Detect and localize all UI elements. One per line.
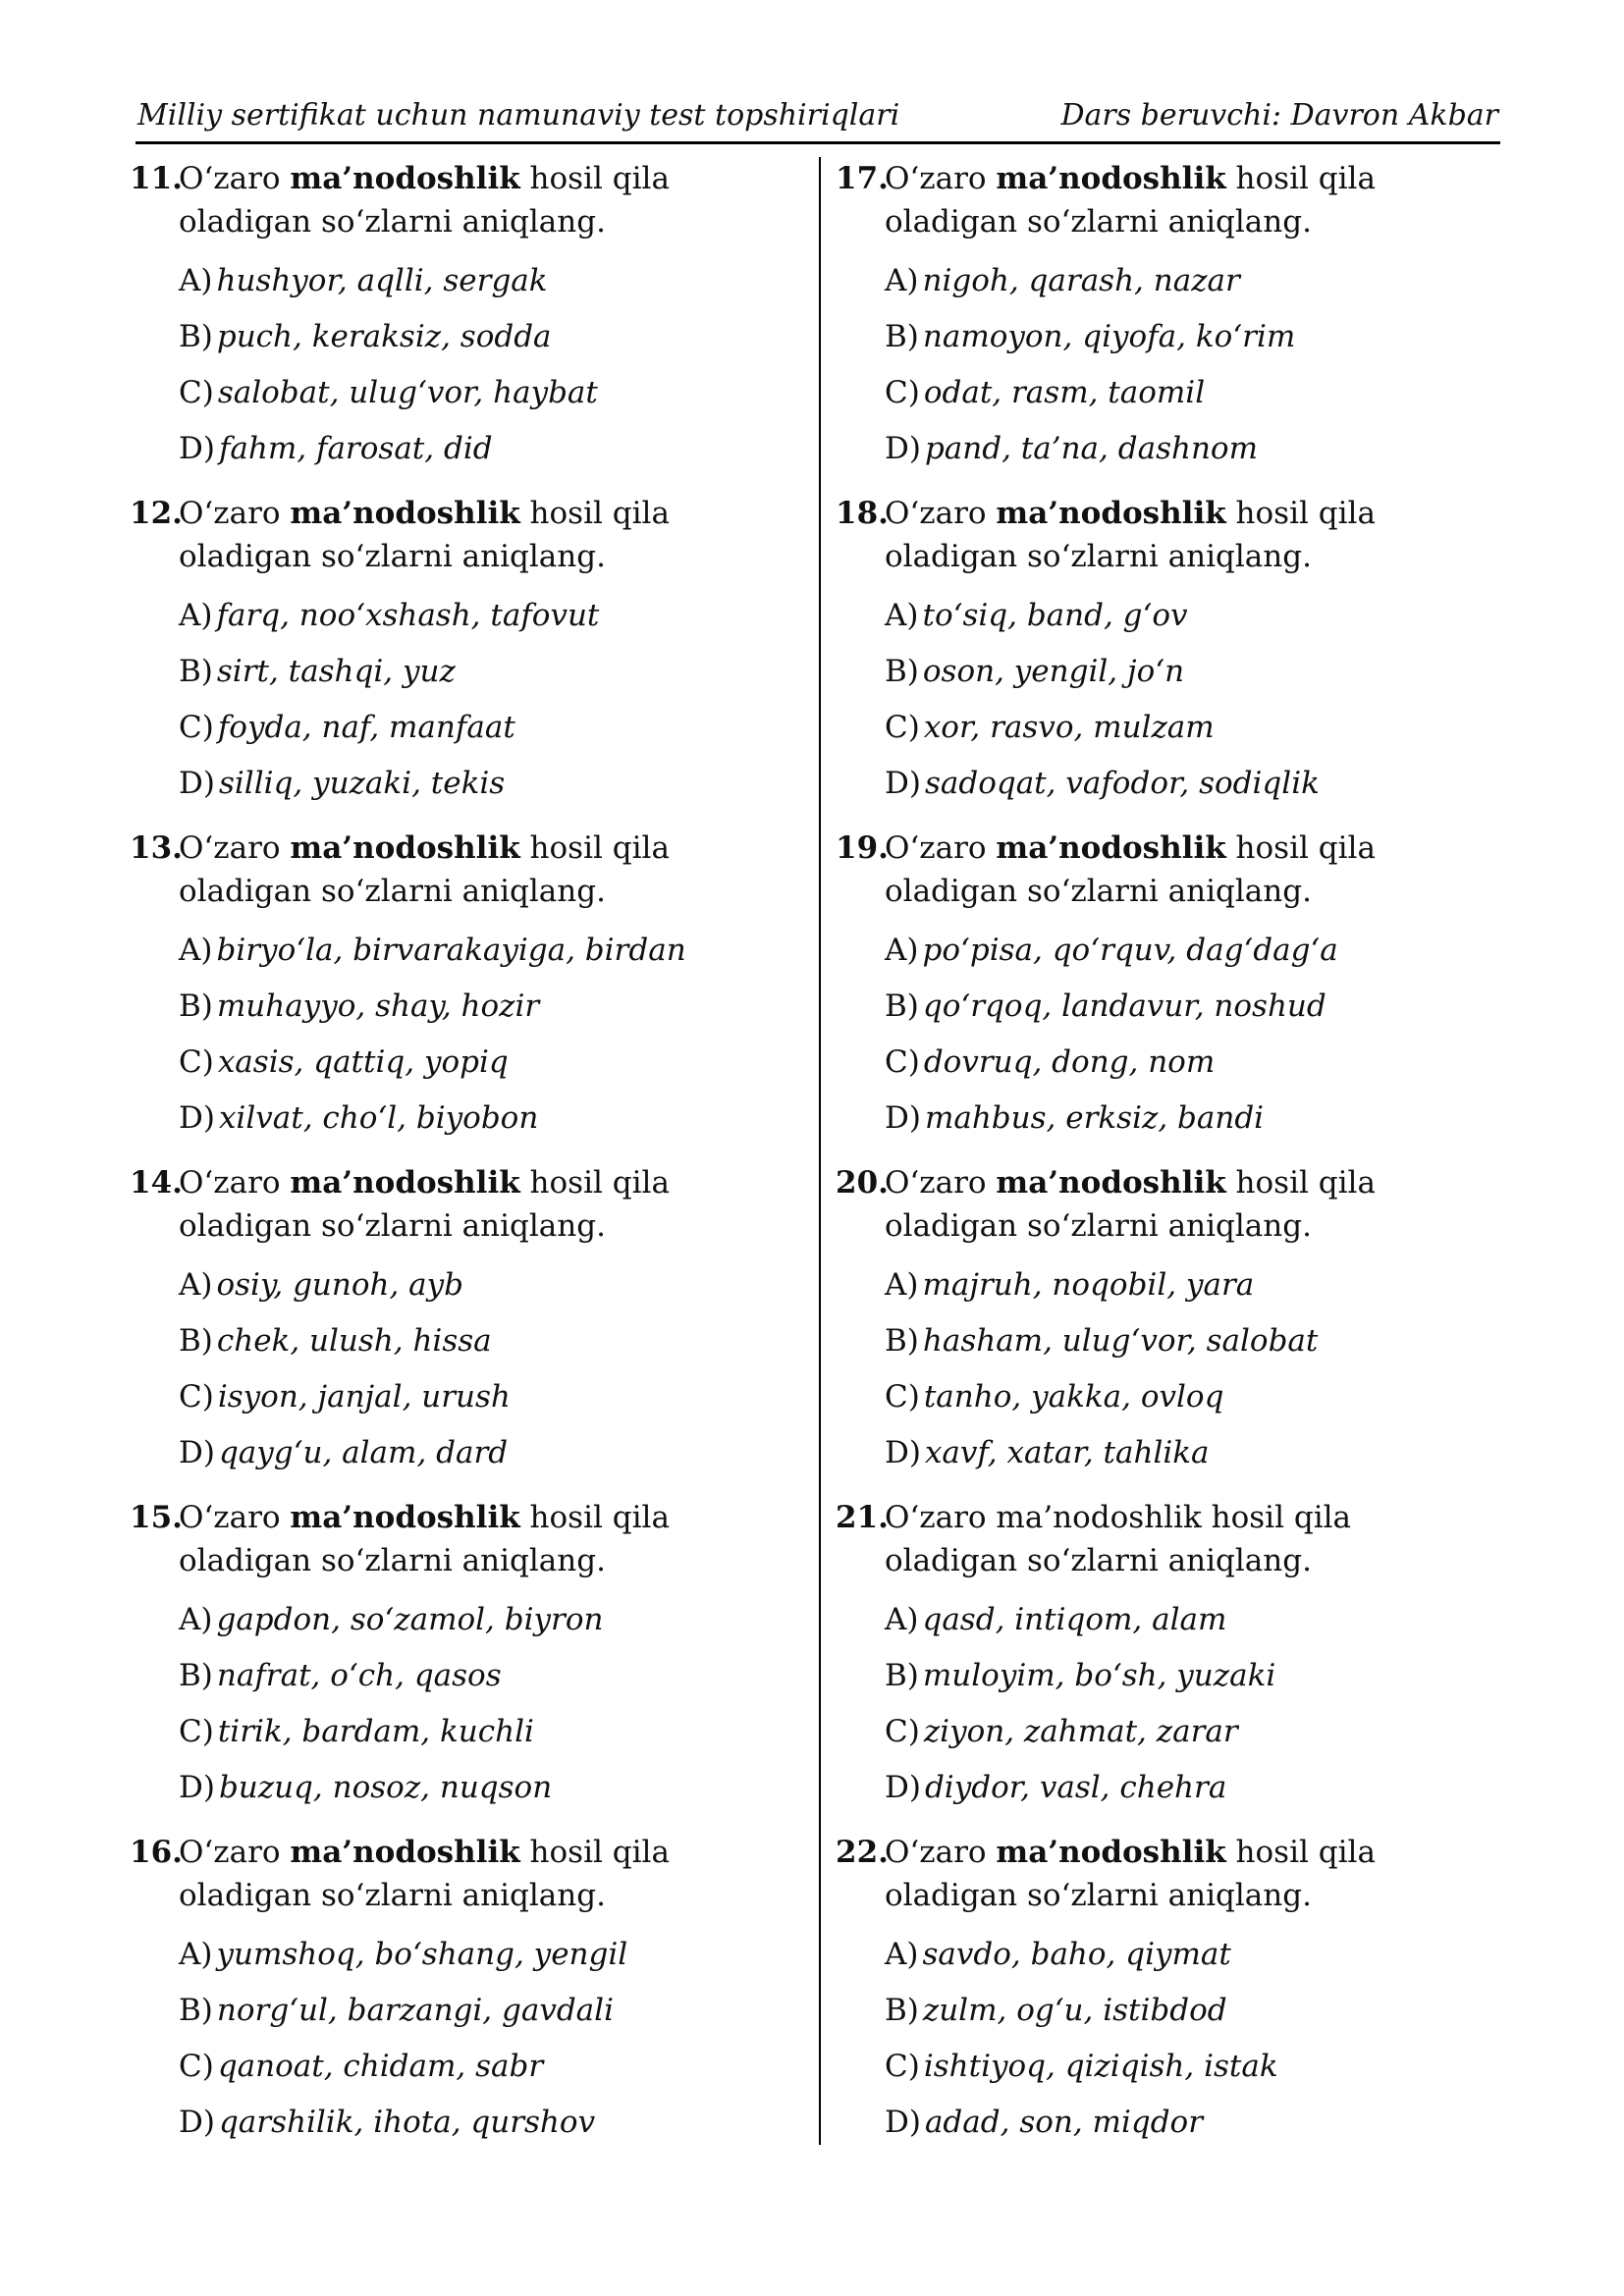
answer-option	[179, 1096, 686, 1152]
answer-option	[885, 762, 1320, 818]
question-text-post: hosil qila oladigan so‘zlarni aniqlang.	[179, 1165, 670, 1244]
answer-option	[179, 427, 598, 483]
option-text: ziyon, zahmat, zarar	[923, 1714, 1238, 1749]
option-text: tanho, yakka, ovloq	[923, 1379, 1224, 1415]
answer-option	[885, 929, 1338, 985]
option-text: mahbus, erksiz, bandi	[924, 1100, 1265, 1136]
option-letter: A)	[885, 598, 919, 633]
option-letter: C)	[885, 710, 920, 745]
option-text: silliq, yuzaki, tekis	[218, 766, 506, 801]
option-text: dovruq, dong, nom	[923, 1044, 1216, 1080]
answer-option	[885, 1654, 1275, 1710]
answer-option	[179, 1263, 511, 1319]
question-keyword: ma’nodoshlik	[290, 1500, 520, 1535]
answer-options	[179, 1263, 511, 1487]
question-keyword: ma’nodoshlik	[996, 1835, 1226, 1870]
answer-option	[885, 1598, 1275, 1654]
question-text-pre: O‘zaro	[179, 161, 291, 196]
question-number: 11.	[130, 161, 183, 196]
question-text-pre: O‘zaro	[179, 1835, 291, 1870]
question-text-post: hosil qila oladigan so‘zlarni aniqlang.	[179, 1500, 670, 1578]
option-letter: A)	[179, 1267, 213, 1303]
question-text-pre: O‘zaro	[885, 1165, 997, 1201]
answer-option	[179, 1933, 627, 1989]
question-text-post: hosil qila oladigan so‘zlarni aniqlang.	[179, 1835, 670, 1913]
left-column	[130, 157, 778, 2165]
option-text: xilvat, cho‘l, biyobon	[218, 1100, 539, 1136]
question-keyword: ma’nodoshlik	[290, 496, 520, 531]
question-number: 12.	[130, 496, 183, 531]
question-text	[179, 157, 778, 243]
question-text	[885, 1496, 1484, 1582]
answer-option	[885, 315, 1295, 371]
option-letter: B)	[885, 654, 919, 689]
answer-options	[179, 1598, 603, 1822]
option-letter: A)	[885, 263, 919, 298]
answer-option	[885, 2101, 1278, 2157]
option-text: sadoqat, vafodor, sodiqlik	[924, 766, 1320, 801]
answer-option	[179, 1431, 511, 1487]
option-letter: D)	[179, 2105, 215, 2140]
option-letter: A)	[885, 1267, 919, 1303]
answer-option	[179, 594, 599, 650]
option-letter: D)	[179, 1435, 215, 1470]
option-letter: D)	[179, 1100, 215, 1136]
answer-options	[885, 594, 1320, 818]
question-item	[130, 492, 778, 827]
question-item	[836, 827, 1484, 1161]
option-letter: A)	[179, 263, 213, 298]
question-number: 13.	[130, 830, 183, 866]
question-number: 15.	[130, 1500, 183, 1535]
question-text-post: hosil qila oladigan so‘zlarni aniqlang.	[885, 161, 1376, 240]
question-number: 14.	[130, 1165, 183, 1201]
option-letter: B)	[179, 1658, 213, 1693]
option-text: salobat, ulug‘vor, haybat	[217, 375, 598, 410]
question-text	[179, 1496, 778, 1582]
option-text: ishtiyoq, qiziqish, istak	[923, 2049, 1278, 2084]
answer-option	[179, 1766, 603, 1822]
option-text: odat, rasm, taomil	[923, 375, 1206, 410]
option-letter: C)	[179, 2049, 214, 2084]
answer-option	[885, 706, 1320, 762]
option-text: zulm, og‘u, istibdod	[922, 1993, 1227, 2028]
question-text-post: hosil qila oladigan so‘zlarni aniqlang.	[885, 1835, 1376, 1913]
answer-option	[885, 2045, 1278, 2101]
answer-options	[179, 259, 598, 483]
option-text: muhayyo, shay, hozir	[216, 988, 540, 1024]
option-letter: B)	[885, 1658, 919, 1693]
option-letter: A)	[179, 1937, 213, 1972]
option-letter: A)	[179, 1602, 213, 1637]
question-item	[130, 157, 778, 492]
question-number: 18.	[836, 496, 889, 531]
answer-options	[179, 1933, 627, 2157]
question-item	[836, 492, 1484, 827]
answer-options	[885, 929, 1338, 1152]
option-letter: D)	[885, 1770, 921, 1805]
option-text: po‘pisa, qo‘rquv, dag‘dag‘a	[922, 933, 1338, 968]
option-letter: C)	[885, 1714, 920, 1749]
question-number: 17.	[836, 161, 889, 196]
option-letter: C)	[179, 375, 214, 410]
question-text	[885, 1831, 1484, 1917]
option-letter: A)	[885, 1602, 919, 1637]
option-letter: C)	[885, 1379, 920, 1415]
question-text-pre: O‘zaro	[179, 1165, 291, 1201]
option-text: pand, ta’na, dashnom	[924, 431, 1258, 466]
option-letter: D)	[885, 1100, 921, 1136]
option-text: sirt, tashqi, yuz	[216, 654, 456, 689]
question-text-post: hosil qila oladigan so‘zlarni aniqlang.	[885, 496, 1376, 574]
question-text-pre: O‘zaro	[885, 1835, 997, 1870]
question-text	[885, 827, 1484, 913]
answer-option	[179, 762, 599, 818]
answer-option	[885, 1766, 1275, 1822]
question-keyword: ma’nodoshlik	[290, 161, 520, 196]
question-text-post: hosil qila oladigan so‘zlarni aniqlang.	[179, 496, 670, 574]
question-item	[130, 1831, 778, 2165]
option-text: adad, son, miqdor	[924, 2105, 1204, 2140]
question-item	[130, 1161, 778, 1496]
option-letter: B)	[179, 654, 213, 689]
question-text	[179, 492, 778, 578]
option-letter: D)	[179, 766, 215, 801]
answer-option	[179, 706, 599, 762]
page-header	[135, 98, 1500, 144]
question-text	[179, 1161, 778, 1248]
option-text: farq, noo‘xshash, tafovut	[216, 598, 600, 633]
answer-option	[885, 1041, 1338, 1096]
question-number: 20.	[836, 1165, 889, 1201]
option-letter: B)	[885, 988, 919, 1024]
answer-option	[179, 2045, 627, 2101]
answer-option	[885, 1375, 1318, 1431]
option-text: xasis, qattiq, yopiq	[217, 1044, 509, 1080]
option-letter: A)	[885, 1937, 919, 1972]
option-text: foyda, naf, manfaat	[217, 710, 515, 745]
option-letter: B)	[179, 1323, 213, 1359]
answer-option	[179, 985, 686, 1041]
question-number: 16.	[130, 1835, 183, 1870]
option-text: muloyim, bo‘sh, yuzaki	[922, 1658, 1276, 1693]
answer-option	[179, 259, 598, 315]
option-letter: D)	[885, 431, 921, 466]
answer-options	[179, 929, 686, 1152]
question-number: 19.	[836, 830, 889, 866]
option-text: oson, yengil, jo‘n	[922, 654, 1185, 689]
answer-option	[885, 1989, 1278, 2045]
answer-option	[179, 1989, 627, 2045]
option-text: osiy, gunoh, ayb	[216, 1267, 464, 1303]
question-number: 21.	[836, 1500, 889, 1535]
question-keyword: ma’nodoshlik	[996, 496, 1226, 531]
column-divider	[819, 157, 821, 2145]
option-text: namoyon, qiyofa, ko‘rim	[922, 319, 1296, 354]
answer-option	[179, 1319, 511, 1375]
option-letter: A)	[179, 598, 213, 633]
option-letter: D)	[885, 766, 921, 801]
question-keyword: ma’nodoshlik	[290, 1165, 520, 1201]
answer-option	[885, 1263, 1318, 1319]
question-text-post: hosil qila oladigan so‘zlarni aniqlang.	[179, 161, 670, 240]
answer-option	[179, 1375, 511, 1431]
option-text: majruh, noqobil, yara	[922, 1267, 1255, 1303]
option-text: qo‘rqoq, landavur, noshud	[922, 988, 1326, 1024]
option-text: hasham, ulug‘vor, salobat	[922, 1323, 1319, 1359]
answer-options	[885, 1598, 1275, 1822]
option-text: qarshilik, ihota, qurshov	[218, 2105, 596, 2140]
answer-option	[885, 1431, 1318, 1487]
question-text	[885, 1161, 1484, 1248]
question-text	[179, 1831, 778, 1917]
answer-option	[885, 1710, 1275, 1766]
question-text-pre: O‘zaro	[179, 1500, 291, 1535]
option-letter: B)	[179, 319, 213, 354]
option-text: isyon, janjal, urush	[217, 1379, 511, 1415]
question-item	[836, 157, 1484, 492]
option-text: xor, rasvo, mulzam	[923, 710, 1215, 745]
question-keyword: ma’nodoshlik	[290, 830, 520, 866]
question-text	[179, 827, 778, 913]
option-letter: B)	[179, 1993, 213, 2028]
answer-option	[885, 650, 1320, 706]
answer-option	[885, 259, 1295, 315]
answer-option	[885, 371, 1295, 427]
option-text: puch, keraksiz, sodda	[216, 319, 552, 354]
option-text: qanoat, chidam, sabr	[217, 2049, 544, 2084]
option-text: xavf, xatar, tahlika	[924, 1435, 1210, 1470]
header-title: Milliy sertifikat uchun namunaviy test topshiriqlari	[137, 98, 900, 133]
question-keyword: ma’nodoshlik	[996, 1165, 1226, 1201]
option-letter: B)	[885, 319, 919, 354]
question-item	[130, 827, 778, 1161]
question-keyword: ma’nodoshlik	[996, 161, 1226, 196]
option-text: gapdon, so‘zamol, biyron	[216, 1602, 604, 1637]
option-letter: D)	[885, 1435, 921, 1470]
option-text: qasd, intiqom, alam	[922, 1602, 1227, 1637]
option-letter: B)	[179, 988, 213, 1024]
answer-options	[885, 1263, 1318, 1487]
answer-option	[885, 1933, 1278, 1989]
question-text-post: hosil qila oladigan so‘zlarni aniqlang.	[179, 830, 670, 909]
question-text-pre: O‘zaro ma’nodoshlik hosil qila oladigan so‘zlarni aniqlang.	[885, 1500, 1352, 1578]
option-letter: C)	[179, 1714, 214, 1749]
option-letter: C)	[179, 710, 214, 745]
answer-option	[179, 371, 598, 427]
answer-option	[179, 315, 598, 371]
question-text-post: hosil qila oladigan so‘zlarni aniqlang.	[885, 830, 1376, 909]
answer-option	[179, 929, 686, 985]
option-text: hushyor, aqlli, sergak	[216, 263, 548, 298]
option-text: nafrat, o‘ch, qasos	[216, 1658, 502, 1693]
question-text	[885, 157, 1484, 243]
option-letter: B)	[885, 1323, 919, 1359]
question-item	[836, 1161, 1484, 1496]
question-item	[836, 1496, 1484, 1831]
answer-option	[885, 985, 1338, 1041]
option-letter: A)	[885, 933, 919, 968]
option-text: nigoh, qarash, nazar	[922, 263, 1240, 298]
right-column	[836, 157, 1484, 2165]
question-keyword: ma’nodoshlik	[290, 1835, 520, 1870]
option-letter: D)	[179, 431, 215, 466]
answer-option	[179, 1598, 603, 1654]
question-text-pre: O‘zaro	[885, 161, 997, 196]
question-text-pre: O‘zaro	[179, 830, 291, 866]
answer-option	[179, 2101, 627, 2157]
answer-option	[885, 1319, 1318, 1375]
option-text: chek, ulush, hissa	[216, 1323, 492, 1359]
answer-option	[885, 594, 1320, 650]
option-text: tirik, bardam, kuchli	[217, 1714, 534, 1749]
question-keyword: ma’nodoshlik	[996, 830, 1226, 866]
question-text-post: hosil qila oladigan so‘zlarni aniqlang.	[885, 1165, 1376, 1244]
option-text: diydor, vasl, chehra	[924, 1770, 1227, 1805]
option-text: fahm, farosat, did	[218, 431, 493, 466]
option-letter: C)	[179, 1044, 214, 1080]
answer-option	[885, 1096, 1338, 1152]
option-text: biryo‘la, birvarakayiga, birdan	[216, 933, 686, 968]
option-letter: C)	[885, 1044, 920, 1080]
question-text-pre: O‘zaro	[885, 830, 997, 866]
option-text: buzuq, nosoz, nuqson	[218, 1770, 553, 1805]
answer-options	[179, 594, 599, 818]
option-letter: A)	[179, 933, 213, 968]
option-letter: C)	[179, 1379, 214, 1415]
answer-option	[885, 427, 1295, 483]
answer-option	[179, 1710, 603, 1766]
option-letter: D)	[885, 2105, 921, 2140]
question-item	[836, 1831, 1484, 2165]
answer-option	[179, 1041, 686, 1096]
answer-options	[885, 1933, 1278, 2157]
answer-option	[179, 1654, 603, 1710]
option-text: savdo, baho, qiymat	[922, 1937, 1231, 1972]
answer-options	[885, 259, 1295, 483]
header-author: Dars beruvchi: Davron Akbar	[1060, 98, 1498, 133]
option-letter: B)	[885, 1993, 919, 2028]
option-text: qayg‘u, alam, dard	[218, 1435, 509, 1470]
question-text-pre: O‘zaro	[179, 496, 291, 531]
option-letter: C)	[885, 2049, 920, 2084]
question-number: 22.	[836, 1835, 889, 1870]
question-text	[885, 492, 1484, 578]
option-letter: D)	[179, 1770, 215, 1805]
question-text-pre: O‘zaro	[885, 496, 997, 531]
option-text: yumshoq, bo‘shang, yengil	[216, 1937, 628, 1972]
question-item	[130, 1496, 778, 1831]
option-text: to‘siq, band, g‘ov	[922, 598, 1188, 633]
option-letter: C)	[885, 375, 920, 410]
option-text: norg‘ul, barzangi, gavdali	[216, 1993, 614, 2028]
answer-option	[179, 650, 599, 706]
